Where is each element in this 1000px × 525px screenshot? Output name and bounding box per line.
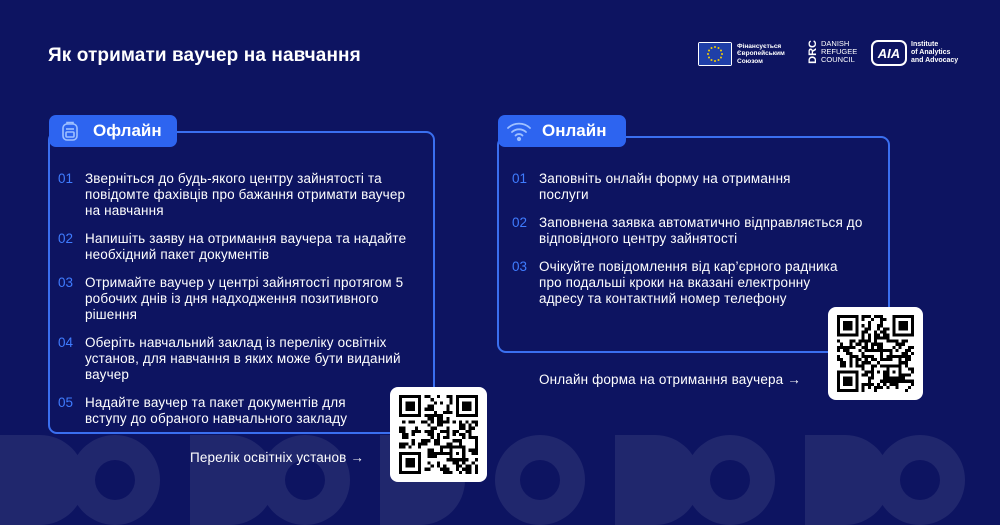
online-tab <box>498 115 626 147</box>
step-number: 02 <box>512 215 528 230</box>
list-item <box>58 171 408 219</box>
list-item <box>58 395 376 427</box>
online-tab-label: Онлайн <box>542 121 607 140</box>
drc-line: COUNCIL <box>821 55 855 64</box>
offline-steps-list <box>58 171 408 439</box>
step-number: 05 <box>58 395 74 410</box>
step-text: Очікуйте повідомлення від кар’єрного радника про подальші кроки на вказані електронну адресу та контактний номер телефону <box>539 259 838 306</box>
step-number: 03 <box>512 259 528 274</box>
list-item <box>58 335 408 383</box>
drc-logo <box>808 40 857 64</box>
step-number: 01 <box>58 171 74 186</box>
drc-line: REFUGEE <box>821 47 858 56</box>
online-form-link[interactable]: Онлайн форма на отримання ваучера → <box>539 372 801 387</box>
offline-tab-label: Офлайн <box>93 121 162 140</box>
step-text: Заповніть онлайн форму на отримання послуги <box>539 171 791 202</box>
online-steps-list <box>512 171 882 319</box>
drc-logo-text <box>821 40 857 64</box>
backpack-icon <box>57 118 83 144</box>
iaa-line: of Analytics <box>911 49 951 56</box>
drc-line: DANISH <box>821 39 850 48</box>
drc-logo-mark: DRC <box>807 40 819 64</box>
list-item <box>58 231 408 263</box>
institutions-list-link[interactable]: Перелік освітніх установ → <box>190 450 365 465</box>
qr-code-icon[interactable] <box>828 307 923 400</box>
list-item <box>58 275 408 323</box>
wifi-icon <box>506 118 532 144</box>
step-number: 02 <box>58 231 74 246</box>
step-text: Напишіть заяву на отримання ваучера та надайте необхідний пакет документів <box>85 231 407 262</box>
qr-code-icon[interactable] <box>390 387 487 482</box>
step-number: 01 <box>512 171 528 186</box>
step-number: 03 <box>58 275 74 290</box>
step-number: 04 <box>58 335 74 350</box>
background-watermark-pattern <box>0 425 1000 525</box>
list-item <box>512 215 882 247</box>
list-item <box>512 171 832 203</box>
iaa-logo-mark: AIA <box>871 40 907 66</box>
step-text: Надайте ваучер та пакет документів для вступу до обраного навчального закладу <box>85 395 348 426</box>
step-text: Заповнена заявка автоматично відправляється до відповідного центру зайнятості <box>539 215 863 246</box>
eu-logo <box>698 42 797 66</box>
eu-flag-icon <box>698 42 732 66</box>
step-text: Зверніться до будь-якого центру зайнятості та повідомте фахівців про бажання отримати ваучер на навчання <box>85 171 406 218</box>
iaa-logo-text <box>911 41 971 65</box>
list-item <box>512 259 852 307</box>
page-title: Як отримати ваучер на навчання <box>48 45 361 66</box>
offline-tab <box>49 115 177 147</box>
step-text: Оберіть навчальний заклад із переліку освітніх установ, для навчання в яких може бути виданий ваучер <box>85 335 401 382</box>
eu-logo-text: Фінансується Європейським Союзом <box>737 42 785 65</box>
step-text: Отримайте ваучер у центрі зайнятості протягом 5 робочих днів із дня надходження позитивного рішення <box>85 275 404 322</box>
iaa-logo <box>871 40 971 66</box>
iaa-line: and Advocacy <box>911 57 959 64</box>
iaa-line: Institute <box>911 41 939 48</box>
